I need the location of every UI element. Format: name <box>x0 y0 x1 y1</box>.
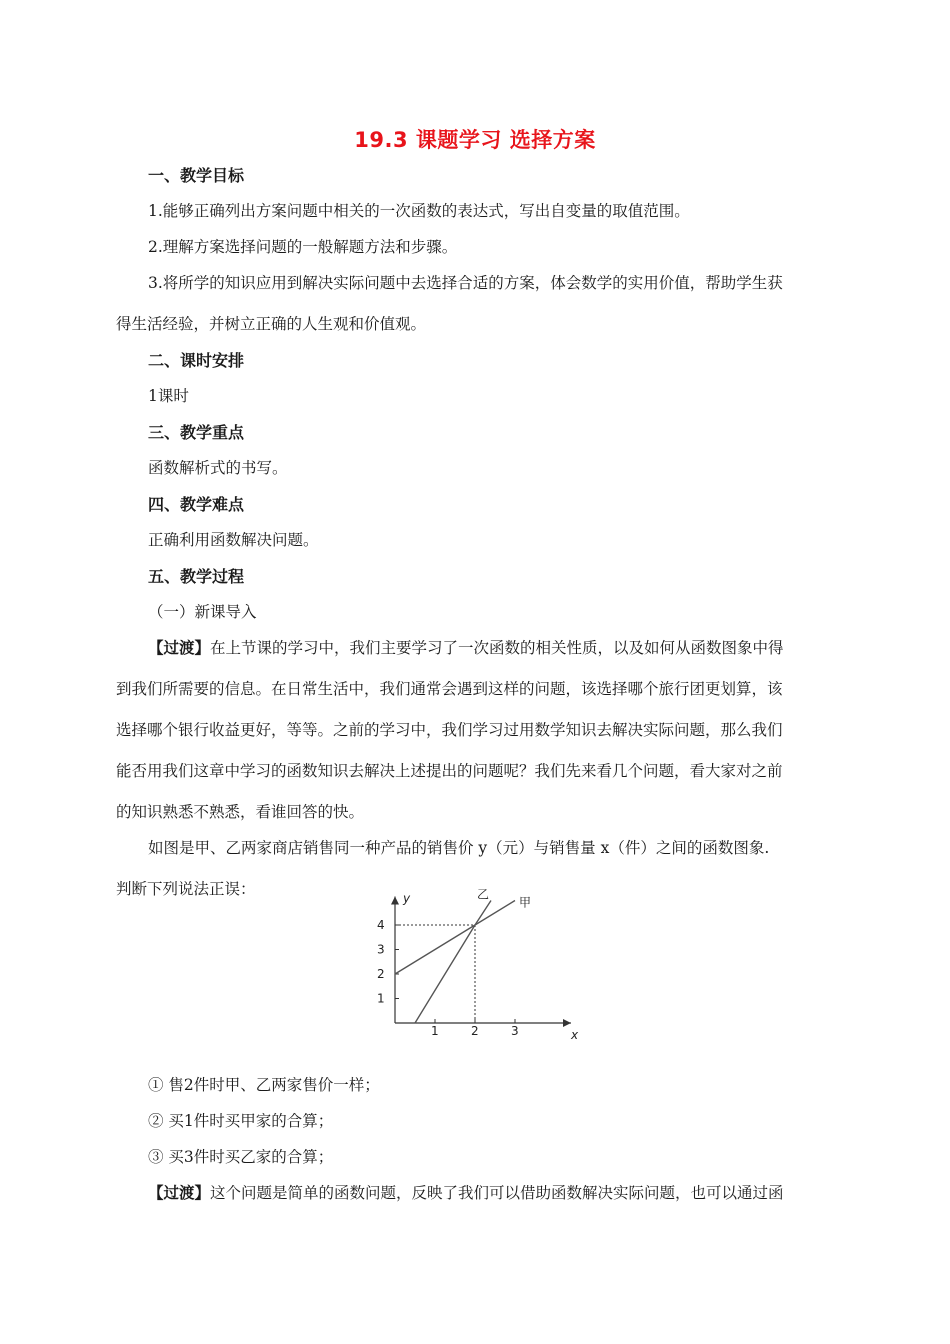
key-text: 函数解析式的书写。 <box>148 459 288 477</box>
key-heading: 三、教学重点 <box>148 423 245 442</box>
transition2-text: 这个问题是简单的函数问题，反映了我们可以借助函数解决实际问题，也可以通过函 <box>210 1184 784 1202</box>
goal-2: 2.理解方案选择问题的一般解题方法和步骤。 <box>148 238 458 256</box>
series-line-1 <box>415 901 491 1024</box>
transition1-label: 【过渡】 <box>148 638 211 657</box>
difficulty-heading: 四、教学难点 <box>148 495 245 514</box>
schedule-heading: 二、课时安排 <box>148 351 245 370</box>
y-axis-arrow <box>391 897 399 905</box>
transition1-text: 在上节课的学习中，我们主要学习了一次函数的相关性质，以及如何从函数图象中得 <box>210 639 784 657</box>
question-line1: 如图是甲、乙两家商店销售同一种产品的销售价 y（元）与销售量 x（件）之间的函数图象. <box>148 839 770 857</box>
x-tick-label: 2 <box>471 1024 479 1038</box>
question-line2: 判断下列说法正误： <box>116 880 256 898</box>
y-tick-label: 2 <box>377 967 385 981</box>
transition1-line1 <box>148 636 784 658</box>
x-tick-label: 3 <box>511 1024 519 1038</box>
page-title: 19.3 课题学习 选择方案 <box>354 128 596 152</box>
transition2-line1 <box>148 1181 784 1203</box>
schedule-text: 1课时 <box>148 387 189 405</box>
goal-3-line1: 3.将所学的知识应用到解决实际问题中去选择合适的方案，体会数学的实用价值，帮助学生获 <box>148 274 783 292</box>
y-axis-label: y <box>403 891 411 906</box>
transition2-label: 【过渡】 <box>148 1183 211 1202</box>
goals-heading: 一、教学目标 <box>148 166 245 185</box>
intro-text: （一）新课导入 <box>148 603 257 621</box>
statement-1: ① 售2件时甲、乙两家售价一样； <box>148 1076 380 1094</box>
difficulty-text: 正确利用函数解决问题。 <box>148 531 319 549</box>
transition1-line3: 选择哪个银行收益更好，等等。之前的学习中，我们学习过用数学知识去解决实际问题，那么我们 <box>116 721 783 739</box>
y-tick-label: 3 <box>377 942 385 957</box>
transition1-line4: 能否用我们这章中学习的函数知识去解决上述提出的问题呢？我们先来看几个问题，看大家对之前 <box>116 762 783 780</box>
statement-3: ③ 买3件时买乙家的合算； <box>148 1148 334 1166</box>
goal-3-line2: 得生活经验，并树立正确的人生观和价值观。 <box>116 315 427 333</box>
statement-2: ② 买1件时买甲家的合算； <box>148 1112 334 1130</box>
y-tick-label: 4 <box>377 918 385 932</box>
series-label-1: 乙 <box>477 887 490 902</box>
series-label-0: 甲 <box>519 895 532 910</box>
goal-1: 1.能够正确列出方案问题中相关的一次函数的表达式，写出自变量的取值范围。 <box>148 202 690 220</box>
function-graph <box>355 887 595 1042</box>
x-tick-label: 1 <box>431 1024 439 1038</box>
y-tick-label: 1 <box>377 991 385 1006</box>
transition1-line5: 的知识熟悉不熟悉，看谁回答的快。 <box>116 803 365 821</box>
process-heading: 五、教学过程 <box>148 567 245 586</box>
transition1-line2: 到我们所需要的信息。在日常生活中，我们通常会遇到这样的问题，该选择哪个旅行团更划算，该 <box>116 680 783 698</box>
series-line-0 <box>395 901 515 975</box>
x-axis-arrow <box>563 1019 571 1027</box>
x-axis-label: x <box>571 1028 579 1042</box>
